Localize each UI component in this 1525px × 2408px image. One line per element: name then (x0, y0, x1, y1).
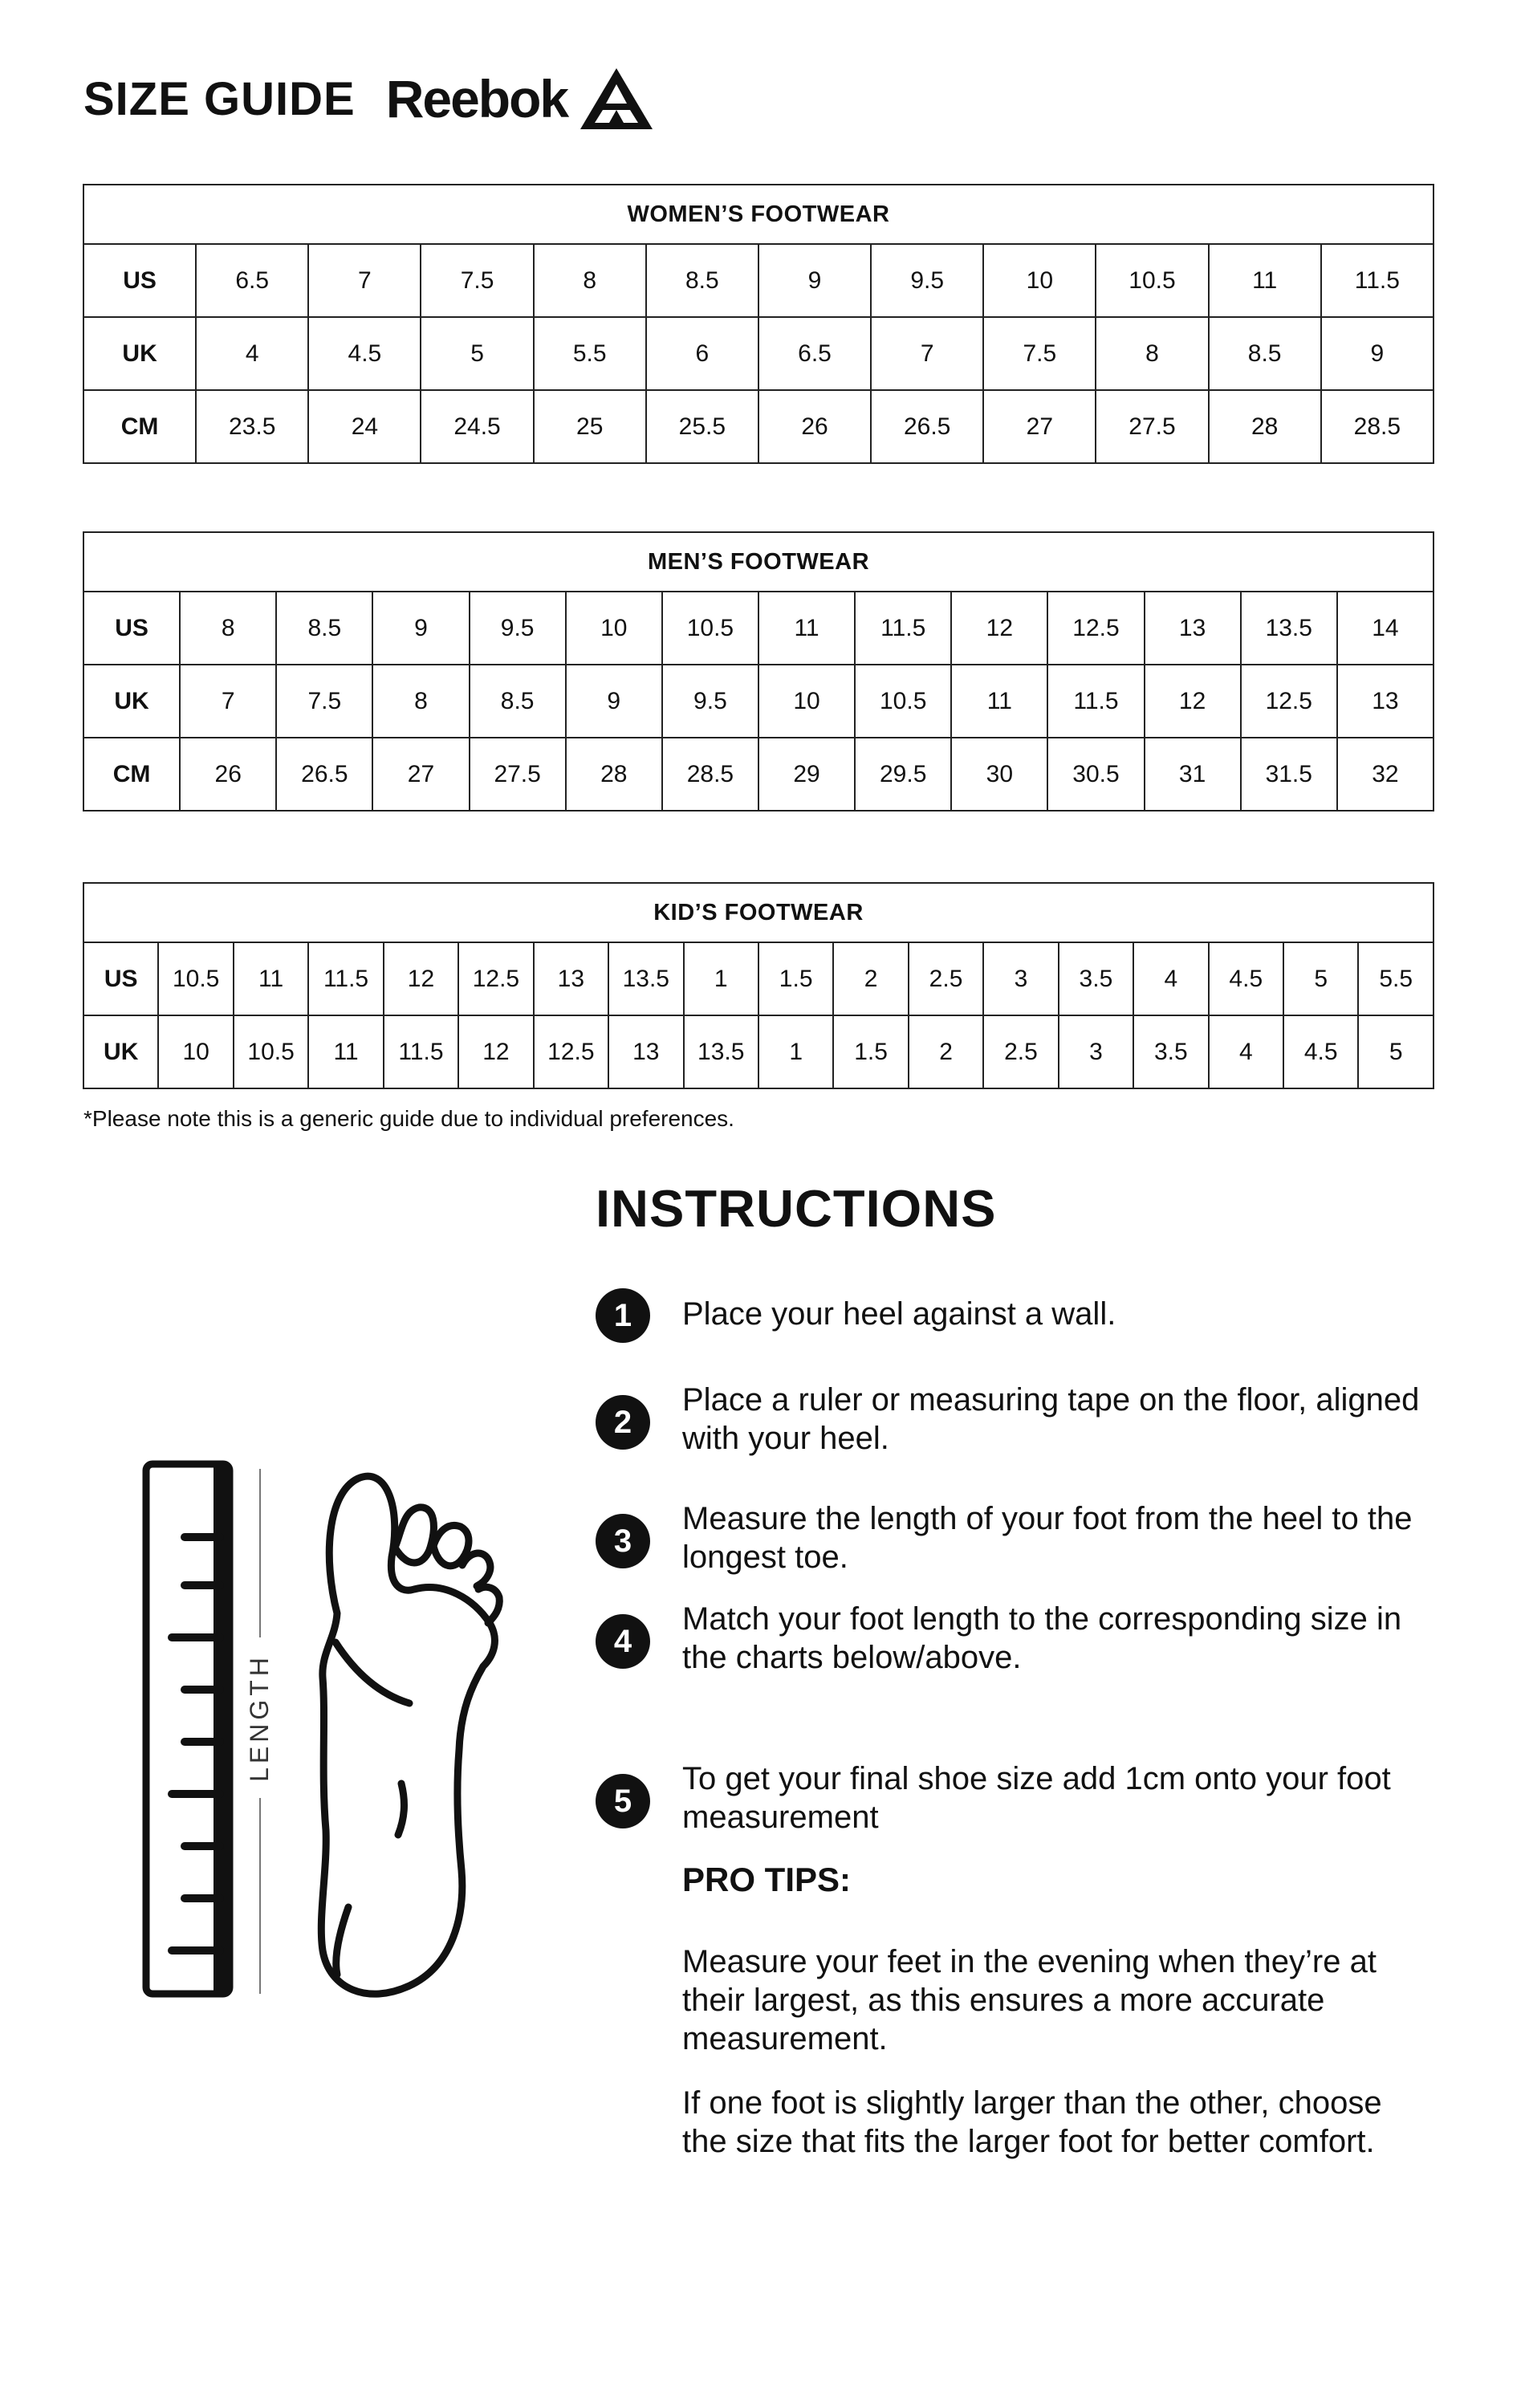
size-cell: 4 (196, 317, 308, 390)
size-cell: 29.5 (855, 738, 951, 811)
kids-table-title: KID’S FOOTWEAR (83, 883, 1434, 942)
men-row-uk (83, 665, 1434, 738)
size-cell: 25 (534, 390, 646, 463)
size-cell: 32 (1337, 738, 1434, 811)
brand-logo-text: Reebok (385, 69, 568, 128)
women-row-us (83, 244, 1434, 317)
size-cell: 31 (1145, 738, 1241, 811)
size-cell: 23.5 (196, 390, 308, 463)
size-cell: 1.5 (758, 942, 833, 1015)
size-cell: 11.5 (855, 592, 951, 665)
size-cell: 11 (951, 665, 1047, 738)
step-text: Match your foot length to the corresponding size in the charts below/above. (682, 1601, 1402, 1675)
size-cell: 4.5 (1209, 942, 1283, 1015)
size-cell: 7 (871, 317, 983, 390)
size-cell: 1 (684, 942, 758, 1015)
size-cell: 10 (566, 592, 662, 665)
step-number-badge: 1 (596, 1288, 650, 1343)
pro-tips-title: PRO TIPS: (682, 1861, 852, 1898)
size-cell: 5.5 (1358, 942, 1434, 1015)
row-label: US (83, 592, 180, 665)
size-cell: 24 (308, 390, 421, 463)
size-cell: 11.5 (1047, 665, 1144, 738)
size-cell: 4 (1133, 942, 1208, 1015)
size-cell: 9 (566, 665, 662, 738)
size-cell: 9 (758, 244, 871, 317)
step-text: Place a ruler or measuring tape on the floor, aligned with your heel. (682, 1382, 1420, 1456)
size-cell: 8.5 (1209, 317, 1321, 390)
size-cell: 28 (566, 738, 662, 811)
size-cell: 11 (308, 1015, 383, 1088)
instruction-step (596, 1288, 1429, 1343)
size-cell: 5 (1283, 942, 1358, 1015)
size-cell: 13.5 (684, 1015, 758, 1088)
row-label: CM (83, 390, 196, 463)
size-cell: 27 (983, 390, 1096, 463)
size-cell: 29 (758, 738, 855, 811)
size-cell: 9 (372, 592, 469, 665)
size-cell: 10 (983, 244, 1096, 317)
size-cell: 28.5 (1321, 390, 1434, 463)
size-cell: 30.5 (1047, 738, 1144, 811)
page-header (83, 63, 654, 135)
size-cell: 26 (758, 390, 871, 463)
size-cell: 9.5 (871, 244, 983, 317)
women-row-uk (83, 317, 1434, 390)
row-label: US (83, 942, 158, 1015)
size-cell: 2.5 (983, 1015, 1058, 1088)
step-text: To get your final shoe size add 1cm onto your foot measurement (682, 1761, 1391, 1835)
row-label: UK (83, 1015, 158, 1088)
size-cell: 3 (983, 942, 1058, 1015)
women-row-cm (83, 390, 1434, 463)
size-cell: 4 (1209, 1015, 1283, 1088)
mens-size-table (83, 531, 1434, 811)
womens-size-table (83, 184, 1434, 464)
step-number-badge: 3 (596, 1514, 650, 1568)
size-cell: 10 (758, 665, 855, 738)
size-cell: 26 (180, 738, 276, 811)
size-cell: 9.5 (662, 665, 758, 738)
size-cell: 2.5 (909, 942, 983, 1015)
size-cell: 27.5 (470, 738, 566, 811)
size-cell: 8 (1096, 317, 1208, 390)
size-cell: 10.5 (158, 942, 233, 1015)
size-cell: 8.5 (646, 244, 758, 317)
size-cell: 12.5 (1241, 665, 1337, 738)
row-label: US (83, 244, 196, 317)
instruction-step (596, 1381, 1429, 1458)
size-cell: 13 (608, 1015, 683, 1088)
foot-measurement-illustration (136, 1453, 554, 2015)
size-cell: 10.5 (1096, 244, 1208, 317)
page-title: SIZE GUIDE (83, 72, 356, 125)
size-cell: 10 (158, 1015, 233, 1088)
size-cell: 30 (951, 738, 1047, 811)
row-label: UK (83, 665, 180, 738)
size-cell: 8 (372, 665, 469, 738)
reebok-delta-icon (579, 67, 654, 131)
size-cell: 11.5 (308, 942, 383, 1015)
length-label: LENGTH (245, 1653, 274, 1782)
size-cell: 1.5 (833, 1015, 908, 1088)
size-cell: 12 (384, 942, 458, 1015)
instructions-title: INSTRUCTIONS (596, 1179, 997, 1238)
size-cell: 14 (1337, 592, 1434, 665)
size-cell: 7.5 (983, 317, 1096, 390)
instruction-step (596, 1759, 1429, 1837)
size-cell: 8 (534, 244, 646, 317)
size-cell: 26.5 (871, 390, 983, 463)
men-row-us (83, 592, 1434, 665)
size-cell: 13.5 (608, 942, 683, 1015)
size-cell: 11.5 (1321, 244, 1434, 317)
size-cell: 12.5 (458, 942, 533, 1015)
size-cell: 6 (646, 317, 758, 390)
size-cell: 27 (372, 738, 469, 811)
size-cell: 10.5 (234, 1015, 308, 1088)
size-cell: 11 (234, 942, 308, 1015)
size-cell: 8 (180, 592, 276, 665)
size-cell: 26.5 (276, 738, 372, 811)
step-number-badge: 5 (596, 1774, 650, 1828)
size-cell: 12.5 (1047, 592, 1144, 665)
size-cell: 24.5 (421, 390, 533, 463)
womens-table-title: WOMEN’S FOOTWEAR (83, 185, 1434, 244)
kids-size-table (83, 882, 1434, 1089)
size-cell: 1 (758, 1015, 833, 1088)
step-number-badge: 2 (596, 1395, 650, 1450)
size-cell: 10.5 (855, 665, 951, 738)
kids-row-us (83, 942, 1434, 1015)
size-cell: 6.5 (196, 244, 308, 317)
row-label: UK (83, 317, 196, 390)
size-cell: 11.5 (384, 1015, 458, 1088)
size-cell: 13 (1145, 592, 1241, 665)
instruction-step (596, 1499, 1429, 1576)
size-cell: 5.5 (534, 317, 646, 390)
size-cell: 12 (1145, 665, 1241, 738)
size-cell: 25.5 (646, 390, 758, 463)
size-cell: 31.5 (1241, 738, 1337, 811)
kids-row-uk (83, 1015, 1434, 1088)
size-cell: 4.5 (1283, 1015, 1358, 1088)
step-text: Measure the length of your foot from the heel to the longest toe. (682, 1501, 1413, 1575)
size-cell: 12 (951, 592, 1047, 665)
size-cell: 12.5 (534, 1015, 608, 1088)
size-cell: 9 (1321, 317, 1434, 390)
size-cell: 4.5 (308, 317, 421, 390)
size-cell: 8.5 (470, 665, 566, 738)
ruler-and-foot-icon (136, 1453, 554, 2015)
size-cell: 7.5 (421, 244, 533, 317)
step-number-badge: 4 (596, 1614, 650, 1669)
size-cell: 8.5 (276, 592, 372, 665)
size-cell: 2 (909, 1015, 983, 1088)
size-cell: 2 (833, 942, 908, 1015)
size-cell: 13 (534, 942, 608, 1015)
size-cell: 5 (1358, 1015, 1434, 1088)
size-cell: 28.5 (662, 738, 758, 811)
size-cell: 3.5 (1133, 1015, 1208, 1088)
size-cell: 12 (458, 1015, 533, 1088)
mens-table-title: MEN’S FOOTWEAR (83, 532, 1434, 592)
size-cell: 10.5 (662, 592, 758, 665)
size-cell: 7.5 (276, 665, 372, 738)
size-cell: 13 (1337, 665, 1434, 738)
size-cell: 9.5 (470, 592, 566, 665)
size-cell: 11 (758, 592, 855, 665)
disclaimer-note: *Please note this is a generic guide due to individual preferences. (83, 1106, 734, 1131)
row-label: CM (83, 738, 180, 811)
size-cell: 28 (1209, 390, 1321, 463)
size-cell: 7 (180, 665, 276, 738)
size-cell: 3.5 (1059, 942, 1133, 1015)
step-text: Place your heel against a wall. (682, 1296, 1116, 1332)
size-cell: 3 (1059, 1015, 1133, 1088)
size-cell: 11 (1209, 244, 1321, 317)
size-cell: 6.5 (758, 317, 871, 390)
size-cell: 27.5 (1096, 390, 1208, 463)
pro-tip-text: If one foot is slightly larger than the other, choose the size that fits the larger foot for better comfort. (682, 2085, 1382, 2159)
size-cell: 7 (308, 244, 421, 317)
size-cell: 5 (421, 317, 533, 390)
size-cell: 13.5 (1241, 592, 1337, 665)
men-row-cm (83, 738, 1434, 811)
pro-tip-text: Measure your feet in the evening when they’re at their largest, as this ensures a more accurate measurement. (682, 1944, 1377, 2056)
instruction-step (596, 1600, 1429, 1677)
